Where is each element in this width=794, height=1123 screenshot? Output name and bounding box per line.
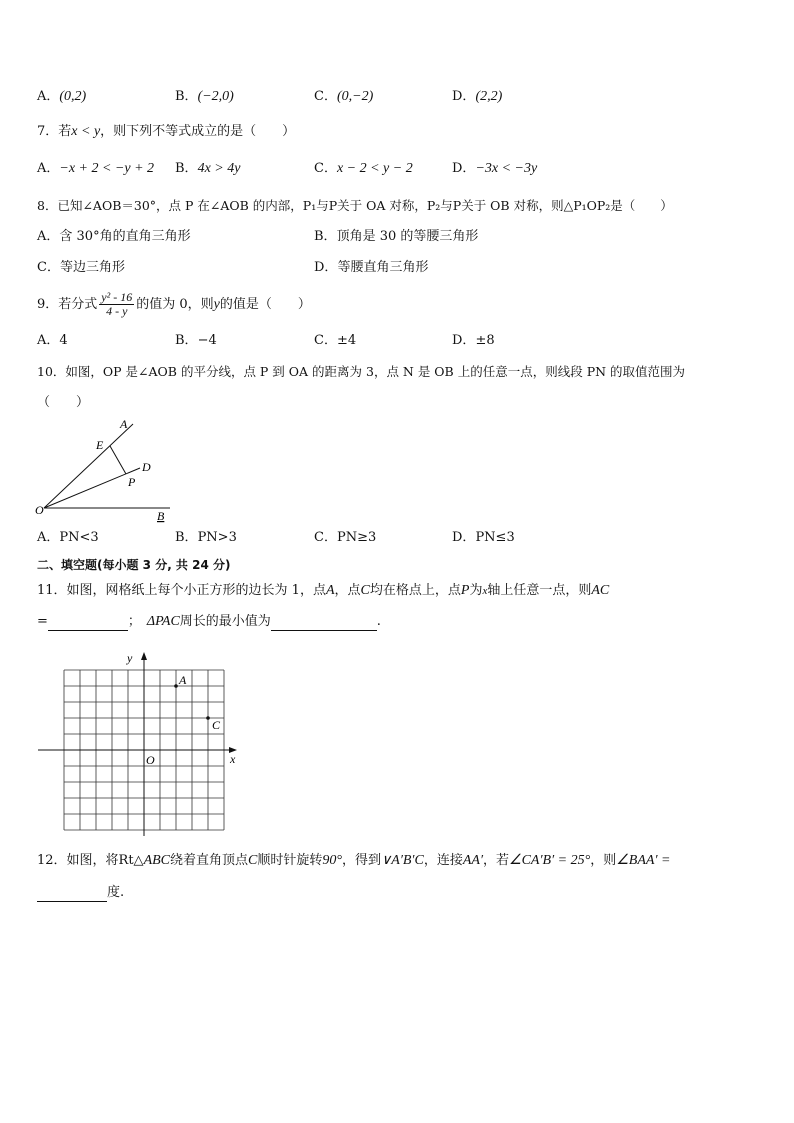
label-x: x [230,752,236,766]
q11-line2: = ； ΔPAC周长的最小值为 . [37,614,381,629]
section-2-title: 二、填空题(每小题 3 分, 共 24 分) [37,558,231,572]
label-origin: O [146,753,155,767]
label-point-a: A [179,673,187,687]
label-o: O [35,503,44,517]
point-c [206,716,210,720]
q10-option-d: D．PN≤3 [452,530,515,545]
label-point-c: C [212,718,221,732]
q11-blank-perimeter[interactable] [271,616,377,631]
q6-option-a: A．(0,2) [37,89,87,104]
q7-option-b: B．4x > 4y [175,161,241,176]
q10-paren: （ ） [37,395,90,410]
q12-blank-answer[interactable] [37,887,107,902]
q9-option-d: D．±8 [452,333,495,348]
label-b: B [157,509,165,523]
q7-option-a: A．−x + 2 < −y + 2 [37,161,155,176]
q6-option-d: D．(2,2) [452,89,503,104]
y-axis-arrow-icon [141,652,147,660]
label-p: P [128,475,136,489]
q7-option-d: D．−3x < −3y [452,161,538,176]
q12-line1: 12．如图，将Rt△ABC绕着直角顶点C顺时针旋转90°，得到∨A′B′C，连接AA′，若∠CA′B′ = 25°，则∠BAA′ = [37,853,671,868]
q11-line1: 11．如图，网格纸上每个小正方形的边长为 1，点A，点C均在格点上，点P为x轴上任意一点，则AC [37,583,610,598]
q8-option-b: B．顶角是 30 的等腰三角形 [314,229,479,244]
q11-blank-ac[interactable] [48,616,128,631]
label-y: y [127,651,133,665]
q6-option-c: C．(0,−2) [314,89,374,104]
q9-option-a: A．4 [37,333,68,348]
q9-stem: 9．若分式 $\frac{\text{y² - 16}}{4 - y}$ 的值为 0，则y的值是（ ） [37,290,311,318]
label-e: E [96,438,104,452]
q9-option-c: C．±4 [314,333,357,348]
q7-option-c: C．x − 2 < y − 2 [314,161,413,176]
q8-stem: 8．已知∠AOB＝30°，点 P 在∠AOB 的内部，P₁与P关于 OA 对称，P₂与P关于 OB 对称，则△P₁OP₂是（ ） [37,198,673,213]
q10-stem: 10．如图，OP 是∠AOB 的平分线，点 P 到 OA 的距离为 3，点 N 是 OB 上的任意一点，则线段 PN 的取值范围为 [37,364,686,379]
q9-fraction: $\frac{\text{y² - 16}}{4 - y}$ [101,290,133,318]
q7-stem: 7．若x < y，则下列不等式成立的是（ ） [37,124,296,139]
q12-line2: 度. [37,884,124,902]
q10-option-a: A．PN<3 [37,530,99,545]
q8-option-d: D．等腰直角三角形 [314,260,429,275]
q11-grid-figure [34,648,244,840]
label-d: D [142,460,151,474]
segment-pe [110,446,126,474]
point-a [174,684,178,688]
label-a: A [120,417,128,431]
q8-option-c: C．等边三角形 [37,260,125,275]
q8-option-a: A．含 30°角的直角三角形 [37,229,191,244]
q10-figure [30,412,180,527]
ray-oa [44,424,133,508]
q10-option-b: B．PN>3 [175,530,237,545]
q6-option-b: B．(−2,0) [175,89,234,104]
q9-option-b: B．−4 [175,333,217,348]
q10-option-c: C．PN≥3 [314,530,377,545]
